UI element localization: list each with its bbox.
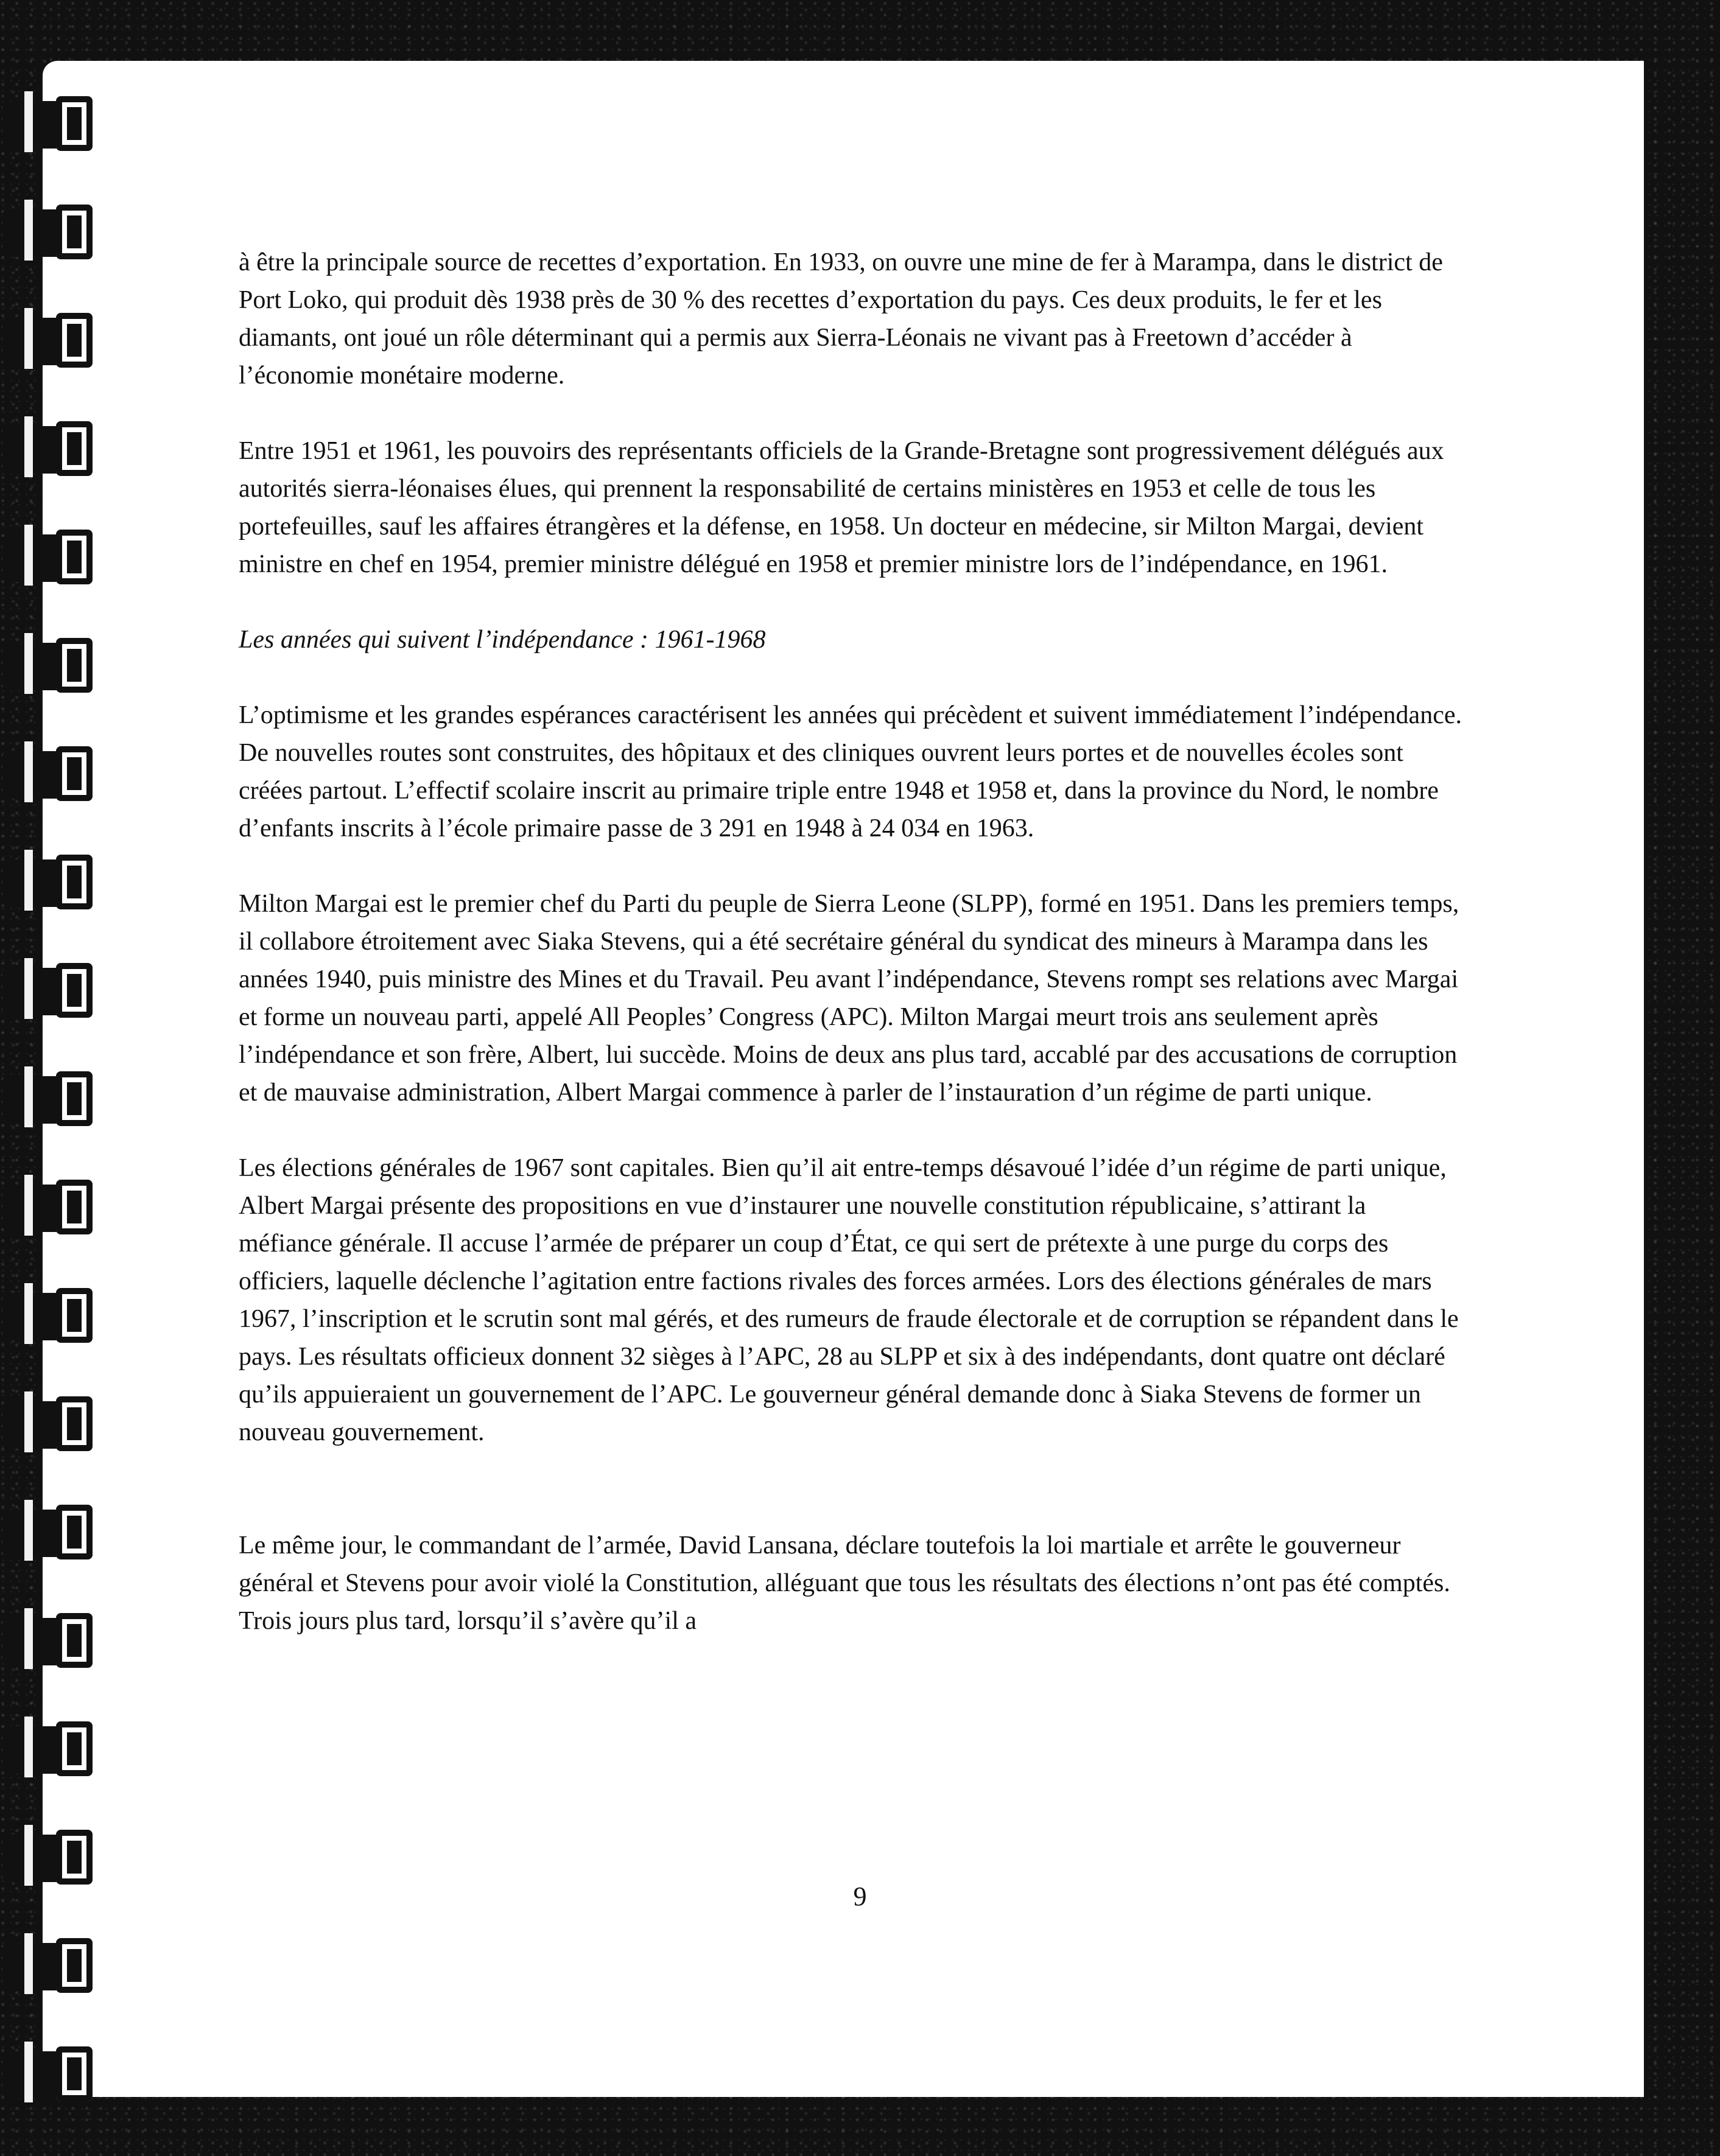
- binding-ring: [0, 187, 104, 267]
- binding-ring: [0, 1813, 104, 1892]
- binding-ring: [0, 1596, 104, 1675]
- paragraph: L’optimisme et les grandes espérances caractérisent les années qui précèdent et suivent immédiatement l’indépendance. De nouvelles routes sont construites, des hôpitaux et des cliniques ouvrent leurs portes et de nouvelles écoles sont créées partout. L’effectif scolaire inscrit au primaire triple entre 1948 et 1958 et, dans la province du Nord, le nombre d’enfants inscrits à l’école primaire passe de 3 291 en 1948 à 24 034 en 1963.: [239, 701, 1462, 842]
- paragraph: à être la principale source de recettes d’exportation. En 1933, on ouvre une mine de fer à Marampa, dans le district de Port Loko, qui produit dès 1938 près de 30 % des recettes d’exportation du pays. Ces deux produits, le fer et les diamants, ont joué un rôle déterminant qui a permis aux Sierra-Léonais ne vivant pas à Freetown d’accéder à l’économie monétaire moderne.: [239, 248, 1443, 390]
- binding-ring: [0, 2029, 104, 2109]
- binding-ring: [0, 404, 104, 483]
- spiral-binding: [0, 79, 104, 2137]
- body-text: [239, 243, 1462, 1678]
- binding-ring: [0, 79, 104, 158]
- binding-ring: [0, 729, 104, 808]
- paragraph: Le même jour, le commandant de l’armée, David Lansana, déclare toutefois la loi martiale et arrête le gouverneur général et Stevens pour avoir violé la Constitution, alléguant que tous les résultats des élections n’ont pas été comptés. Trois jours plus tard, lorsqu’il s’avère qu’il a: [239, 1531, 1450, 1635]
- section-heading: Les années qui suivent l’indépendance : 1961-1968: [239, 626, 766, 654]
- binding-ring: [0, 1488, 104, 1567]
- binding-ring: [0, 946, 104, 1025]
- paragraph: Entre 1951 et 1961, les pouvoirs des représentants officiels de la Grande-Bretagne sont progressivement délégués aux autorités sierra-léonaises élues, qui prennent la responsabilité de certains ministères en 1953 et celle de tous les portefeuilles, sauf les affaires étrangères et la défense, en 1958. Un docteur en médecine, sir Milton Margai, devient ministre en chef en 1954, premier ministre délégué en 1958 et premier ministre lors de l’indépendance, en 1961.: [239, 437, 1444, 578]
- binding-ring: [0, 1163, 104, 1242]
- binding-ring: [0, 296, 104, 375]
- binding-ring: [0, 1379, 104, 1458]
- paragraph: Les élections générales de 1967 sont capitales. Bien qu’il ait entre-temps désavoué l’idée d’un régime de parti unique, Albert Margai présente des propositions en vue d’instaurer une nouvelle constitution républicaine, s’attirant la méfiance générale. Il accuse l’armée de préparer un coup d’État, ce qui sert de prétexte à une purge du corps des officiers, laquelle déclenche l’agitation entre factions rivales des forces armées. Lors des élections générales de mars 1967, l’inscription et le scrutin sont mal gérés, et des rumeurs de fraude électorale et de corruption se répandent dans le pays. Les résultats officieux donnent 32 sièges à l’APC, 28 au SLPP et six à des indépendants, dont quatre ont déclaré qu’ils appuieraient un gouvernement de l’APC. Le gouverneur général demande donc à Siaka Stevens de former un nouveau gouvernement.: [239, 1154, 1459, 1446]
- binding-ring: [0, 1921, 104, 2000]
- binding-ring: [0, 838, 104, 917]
- binding-ring: [0, 1054, 104, 1133]
- binding-ring: [0, 1704, 104, 1783]
- binding-ring: [0, 1271, 104, 1350]
- paragraph: Milton Margai est le premier chef du Parti du peuple de Sierra Leone (SLPP), formé en 1951. Dans les premiers temps, il collabore étroitement avec Siaka Stevens, qui a été secrétaire général du syndicat des mineurs à Marampa dans les années 1940, puis ministre des Mines et du Travail. Peu avant l’indépendance, Stevens rompt ses relations avec Margai et forme un nouveau parti, appelé All Peoples’ Congress (APC). Milton Margai meurt trois ans seulement après l’indépendance et son frère, Albert, lui succède. Moins de deux ans plus tard, accablé par des accusations de corruption et de mauvaise administration, Albert Margai commence à parler de l’instauration d’un régime de parti unique.: [239, 890, 1459, 1107]
- binding-ring: [0, 621, 104, 700]
- binding-ring: [0, 513, 104, 592]
- page-number: 9: [853, 1881, 867, 1911]
